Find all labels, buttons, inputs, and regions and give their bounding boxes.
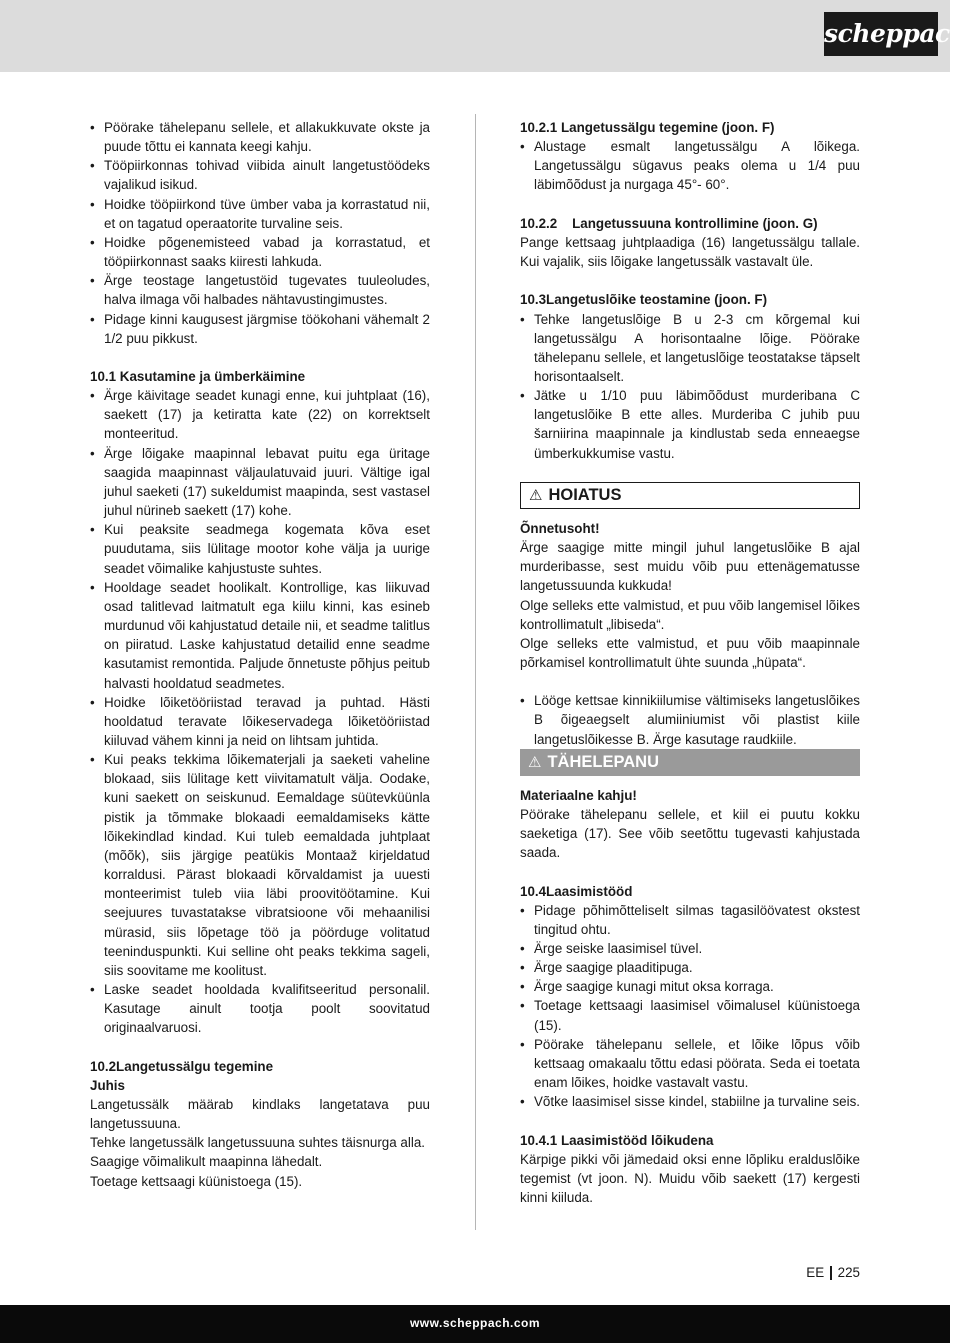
list-item: • Pidage kinni kaugusest järgmise töökohani vähemalt 2 1/2 puu pikkust. [90, 310, 430, 348]
warning-title: Õnnetusoht! [520, 520, 600, 536]
list-item: • Pöörake tähelepanu sellele, et lõike lõpus võib kettsaag omakaalu tõttu edasi pöörata. Seda ei toetata enam lõikes, hoidke vastavalt vastu. [520, 1035, 860, 1092]
list-item: • Ärge saagige kunagi mitut oksa korraga. [520, 977, 860, 996]
page-number-value: 225 [837, 1265, 860, 1280]
felling-cut-bullet-list [520, 310, 860, 463]
list-item: • Lööge kettsae kinnikiilumise vältimiseks langetuslõikes B õigeaegselt alumiiniumist või plastist kiile langetuslõikesse B. Ärge kasutage raudkiile. [520, 691, 860, 748]
text-line: Saagige võimalikult maapinna lähedalt. [90, 1154, 323, 1170]
list-item: • Pidage põhimõtteliselt silmas tagasilöövatest okstest tingitud ohtu. [520, 901, 860, 939]
caution-box [520, 749, 860, 776]
list-item: • Toetage kettsaagi laasimisel võimalusel küünistoega (15). [520, 996, 860, 1034]
text-line: Toetage kettsaagi küünistoega (15). [90, 1173, 303, 1189]
instruction-paragraph [90, 1095, 430, 1191]
warning-triangle-icon: ⚠ [529, 486, 543, 504]
text-line: Langetussälk määrab kindlaks langetatava puu langetussuuna. [90, 1096, 430, 1132]
list-item: • Hoidke tööpiirkond tüve ümber vaba ja korrastatud nii, et on tagatud operaatorite turvaline seis. [90, 195, 430, 233]
text-line: Olge selleks ette valmistud, et puu võib maapinnale põrkamisel kontrollimatult ühte suunda „hüpata“. [520, 635, 860, 671]
list-item: • Laske seadet hooldada kvalifitseeritud personalil. Kasutage ainult tootja poolt soovitatud originaalvaruosi. [90, 980, 430, 1037]
paragraph: Pange kettsaag juhtplaadiga (16) langetussälgu tallale. Kui vajalik, siis lõigake langetussälk vastavalt üle. [520, 234, 860, 270]
limbing-bullet-list [520, 901, 860, 1112]
footer-bar [0, 1305, 950, 1343]
list-item: • Alustage esmalt langetussälgu A lõikega. Langetussälgu sügavus peaks olema u 1/4 puu läbimõõdust ja nurgaga 45°- 60°. [520, 137, 860, 194]
warning-label: HOIATUS [548, 485, 622, 504]
list-item: • Kui peaks tekkima lõikematerjali ja saeketi vaheline blokaad, siis lülitage kett viivitamatult välja. Oodake, kuni saekett on seiskunud. Eemaldage süütevküünla pistik ja tõmmake blokaadi eemaldamiseks kätte lõikekindlad kindad. Kui tuleb eemaldada juhtplaat (mõõk), siis järgige peatükis Montaaž kirjeldatud korraldusi. Pärast blokaadi kõrvaldamist ja uuesti monteerimist tuleb viia läbi proovitöötamine. Kui seejuures tuvastatakse vibratsioone või mehaanilisi mürasid, siis lõpetage töö ja pöörduge volitatud teeninduspunkti. Kui selline oht peaks tekkima sageli, siis soovitame me koolitust. [90, 750, 430, 980]
section-heading: 10.2.2 Langetussuuna kontrollimine (joon. G) [520, 215, 818, 231]
column-divider [475, 114, 476, 1230]
list-item: • Ärge seiske laasimisel tüvel. [520, 939, 860, 958]
list-item: • Ärge saagige plaaditipuga. [520, 958, 860, 977]
page-number [806, 1265, 860, 1280]
warning-triangle-icon: ⚠ [528, 753, 542, 771]
paragraph: Kärpige pikki või jämedaid oksi enne lõpliku eralduslõike tegemist (vt joon. N). Muidu võib saekett (17) kergesti kinni kiiluda. [520, 1151, 860, 1206]
page-number-separator [830, 1266, 832, 1280]
list-item: • Pöörake tähelepanu sellele, et allakukkuvate okste ja puude tõttu ei kannata keegi kahju. [90, 118, 430, 156]
list-item: • Kui peaksite seadmega kogemata kõva eset puudutama, siis lülitage mootor kohe välja ja uurige seadet võimalike kahjustuste suhtes. [90, 520, 430, 577]
text-line: Ärge saagige mitte mingil juhul langetuslõike B ajal murderibasse, sest muidu võib puu ettenägematusse langetussuunda kukkuda! [520, 540, 860, 594]
warning-box [520, 482, 860, 509]
list-item: • Hoidke põgenemisteed vabad ja korrastatud, et tööpiirkonnast saaks kiiresti lahkuda. [90, 233, 430, 271]
list-item: • Hoidke lõiketööriistad teravad ja puhtad. Hästi hooldatud teravate lõikeservadega lõiketööriistad kiiluvad vähem kinni ja neid on lihtsam juhtida. [90, 693, 430, 750]
header-bar [0, 0, 950, 72]
warning-text [520, 538, 860, 672]
section-heading: 10.2.1 Langetussälgu tegemine (joon. F) [520, 120, 775, 135]
usage-bullet-list [90, 386, 430, 1037]
notch-bullet-list [520, 137, 860, 194]
caution-title: Materiaalne kahju! [520, 787, 637, 803]
list-item: • Ärge lõigake maapinnal lebavat puitu ega üritage saagida maapinnast väljaulatuvaid juuri. Vältige igal juhul saeketi (17) sukeldumist maapinda, sest vastasel juhul nürineb saekett (17) kohe. [90, 444, 430, 521]
intro-bullet-list [90, 118, 430, 348]
section-heading: 10.4.1 Laasimistööd lõikudena [520, 1132, 714, 1148]
brand-logo: scheppach [824, 12, 938, 56]
section-heading: 10.3Langetuslõike teostamine (joon. F) [520, 292, 768, 308]
section-heading: 10.2Langetussälgu tegemine [90, 1058, 274, 1074]
list-item: • Tehke langetuslõige B u 2-3 cm kõrgemal kui langetussälgu A horisontaalne lõige. Pöörake tähelepanu sellele, et langetuslõige teostatakse täpselt horisontaalselt. [520, 310, 860, 387]
list-item: • Võtke laasimisel sisse kindel, stabiilne ja turvaline seis. [520, 1092, 860, 1111]
language-code: EE [806, 1265, 825, 1280]
caution-label: TÄHELEPANU [547, 752, 659, 771]
footer-url: www.scheppach.com [409, 1316, 541, 1330]
list-item: • Ärge teostage langetustöid tugevates tuuleoludes, halva ilmaga või halbades nähtavustingimustes. [90, 271, 430, 309]
list-item: • Ärge käivitage seadet kunagi enne, kui juhtplaat (16), saekett (17) ja ketiratta kate (22) on korrektselt monteeritud. [90, 386, 430, 443]
text-line: Tehke langetussälk langetussuuna suhtes täisnurga alla. [90, 1135, 425, 1151]
subheading: Juhis [90, 1077, 125, 1093]
right-column [520, 118, 860, 1207]
list-item: • Jätke u 1/10 puu läbimõõdust murderibana C langetuslõike B ette alles. Murderiba C juhib puu šarniirina maapinnale ja kindlustab seda enneaegse ümberkukkumise vastu. [520, 386, 860, 463]
left-column [90, 118, 430, 1191]
list-item: • Tööpiirkonnas tohivad viibida ainult langetustöödeks vajalikud isikud. [90, 156, 430, 194]
section-heading: 10.1 Kasutamine ja ümberkäimine [90, 369, 306, 385]
section-heading: 10.4Laasimistööd [520, 883, 633, 899]
text-line: Olge selleks ette valmistud, et puu võib langemisel lõikes kontrollimatult „libiseda“. [520, 597, 860, 632]
wedge-bullet-list [520, 691, 860, 748]
caution-text: Pöörake tähelepanu sellele, et kiil ei puutu kokku saeketiga (17). See võib seetõttu tugevasti kahjustada saada. [520, 806, 860, 861]
list-item: • Hooldage seadet hoolikalt. Kontrollige, kas liikuvad osad talitlevad laitmatult ega kiilu kinni, kas esineb murdunud või kahjustatud detaile nii, et seadme talitlus on piiratud. Laske kahjustatud detailid enne seadme kasutamist remontida. Paljude õnnetuste põhjus peitub halvasti hooldatud seadmetes. [90, 578, 430, 693]
